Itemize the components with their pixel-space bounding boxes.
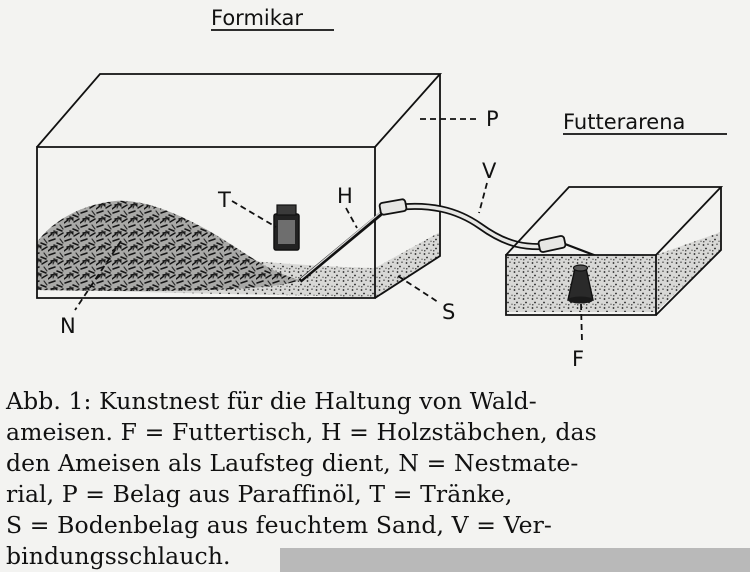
formikar-box [37,74,440,298]
label-f: F [572,347,585,371]
grey-bar [280,548,750,572]
caption-line: den Ameisen als Laufsteg dient, N = Nestmate- [6,449,579,477]
futterarena-box [506,187,721,315]
caption-line: bindungsschlauch. [6,542,231,570]
label-s: S [442,300,456,324]
caption-line: Abb. 1: Kunstnest für die Haltung von Wald- [6,387,537,415]
water-bottle [274,205,299,250]
caption-line: ameisen. F = Futtertisch, H = Holzstäbchen, das [6,418,597,446]
label-v: V [482,159,497,183]
caption-line: rial, P = Belag aus Paraffinöl, T = Tränke, [6,480,513,508]
label-n: N [60,314,76,338]
label-t: T [218,188,231,212]
label-h: H [337,184,353,208]
label-formikar: Formikar [211,6,304,30]
figure-caption [6,386,734,572]
caption-line: S = Bodenbelag aus feuchtem Sand, V = Ver- [6,511,552,539]
label-futterarena: Futterarena [563,110,686,134]
label-p: P [486,107,499,131]
